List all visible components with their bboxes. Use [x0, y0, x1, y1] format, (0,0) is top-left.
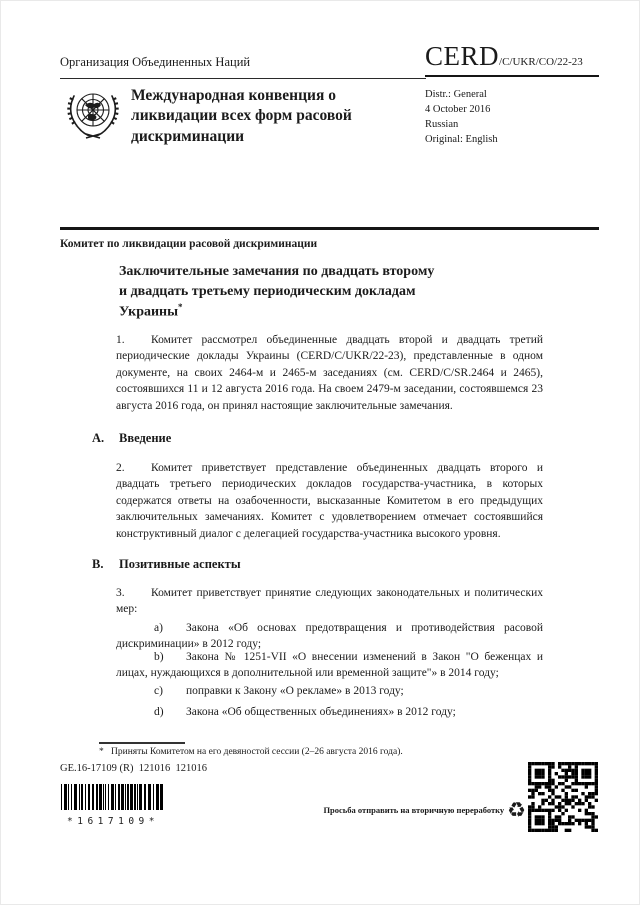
- barcode-bars: [60, 784, 166, 810]
- paragraph-2: [116, 460, 543, 542]
- paragraph-number: 2.: [116, 462, 125, 474]
- convention-title-line: о ликвидации всех форм: [131, 87, 336, 125]
- distribution-info: [425, 88, 498, 148]
- barcode-text: *1617109*: [67, 816, 159, 827]
- footnote-divider: [99, 742, 185, 744]
- section-b-heading: [92, 557, 241, 572]
- section-letter: A.: [92, 431, 105, 445]
- convention-title-line: расовой дискриминации: [131, 107, 352, 145]
- doc-symbol-suffix: /C/UKR/CO/22-23: [499, 56, 583, 68]
- footnote: [99, 747, 539, 757]
- paragraph-text: Комитет приветствует принятие следующих законодательных и политических мер:: [116, 587, 543, 616]
- recycle-icon: ♻: [507, 797, 526, 822]
- convention-title: [131, 86, 401, 147]
- list-item-text: Закона № 1251-VII «О внесении изменений в Закон "О беженцах и лицах, нуждающихся в дополнительной или временной защите"» в 2014 году;: [116, 651, 543, 680]
- document-title: [119, 262, 549, 322]
- section-title: Позитивные аспекты: [119, 557, 241, 571]
- committee-name: Комитет по ликвидации расовой дискриминации: [60, 238, 318, 250]
- paragraph-3: [116, 585, 543, 618]
- un-emblem-icon: [61, 85, 125, 149]
- barcode: [60, 784, 166, 827]
- distr-line: Distr.: General: [425, 89, 487, 100]
- list-item-d: [116, 704, 543, 720]
- list-item-label: c): [154, 685, 163, 697]
- document-title-line3: Украины: [119, 304, 179, 320]
- list-item-label: a): [154, 622, 163, 634]
- recycle-notice-text: Просьба отправить на вторичную переработку: [323, 805, 505, 815]
- paragraph-1: [116, 332, 543, 414]
- document-title-line: [119, 301, 549, 322]
- org-name: Организация Объединенных Наций: [60, 55, 426, 79]
- paragraph-text: Комитет рассмотрел объединенные двадцать второй и двадцать третий периодические доклады Украины (CERD/C/UKR/22-23), представленные в одном документе, на своих 2464-м и 2465-м заседаниях (см. CERD/C/SR.2464 и 2465), состоявшихся 11 и 12 августа 2016 года. На своем 2479-м заседании, состоявшемся 23 августа 2016 года, он принял настоящие заключительные замечания.: [116, 334, 543, 412]
- paragraph-text: Комитет приветствует представление объединенных двадцать второго и двадцать третьего периодических докладов государства-участника, в которых содержатся ответы на озабоченности, высказанные Комитетом в его предыдущих заключительных замечаниях. Комитет с удовлетворением отмечает состоявшийся конструктивный диалог с делегацией государства-участника высокого уровня.: [116, 462, 543, 540]
- list-item-text: Закона «Об общественных объединениях» в 2012 году;: [186, 706, 456, 718]
- paragraph-number: 3.: [116, 587, 125, 599]
- recycle-notice: [291, 795, 526, 825]
- convention-title-line: Международная конвенция: [131, 87, 325, 104]
- footnote-reference-marker: *: [178, 302, 183, 313]
- list-item-label: d): [154, 706, 164, 718]
- list-item-c: [116, 683, 543, 699]
- document-title-line: Заключительные замечания по двадцать второму: [119, 264, 435, 279]
- list-item-a: [116, 620, 543, 653]
- qr-code: [528, 762, 598, 832]
- section-letter: B.: [92, 557, 104, 571]
- footnote-marker: *: [99, 747, 104, 757]
- list-item-text: поправки к Закону «О рекламе» в 2013 году;: [186, 685, 404, 697]
- list-item-text: Закона «Об основах предотвращения и противодействия расовой дискриминации» в 2012 году;: [116, 622, 543, 651]
- ge-document-code: GE.16-17109 (R) 121016 121016: [60, 763, 207, 774]
- paragraph-number: 1.: [116, 334, 125, 346]
- section-title: Введение: [119, 431, 172, 445]
- language-line: Russian: [425, 118, 459, 130]
- footnote-text: Приняты Комитетом на его девяностой сессии (2–26 августа 2016 года).: [111, 747, 403, 757]
- list-item-label: b): [154, 651, 164, 663]
- header-divider: [60, 227, 599, 230]
- list-item-b: [116, 649, 543, 682]
- doc-symbol-main: CERD: [425, 41, 500, 71]
- original-language-line: Original: English: [425, 133, 498, 145]
- document-title-line: и двадцать третьему периодическим докладам: [119, 283, 416, 299]
- doc-symbol: [425, 41, 599, 77]
- date-line: 4 October 2016: [425, 103, 491, 115]
- section-a-heading: [92, 431, 171, 446]
